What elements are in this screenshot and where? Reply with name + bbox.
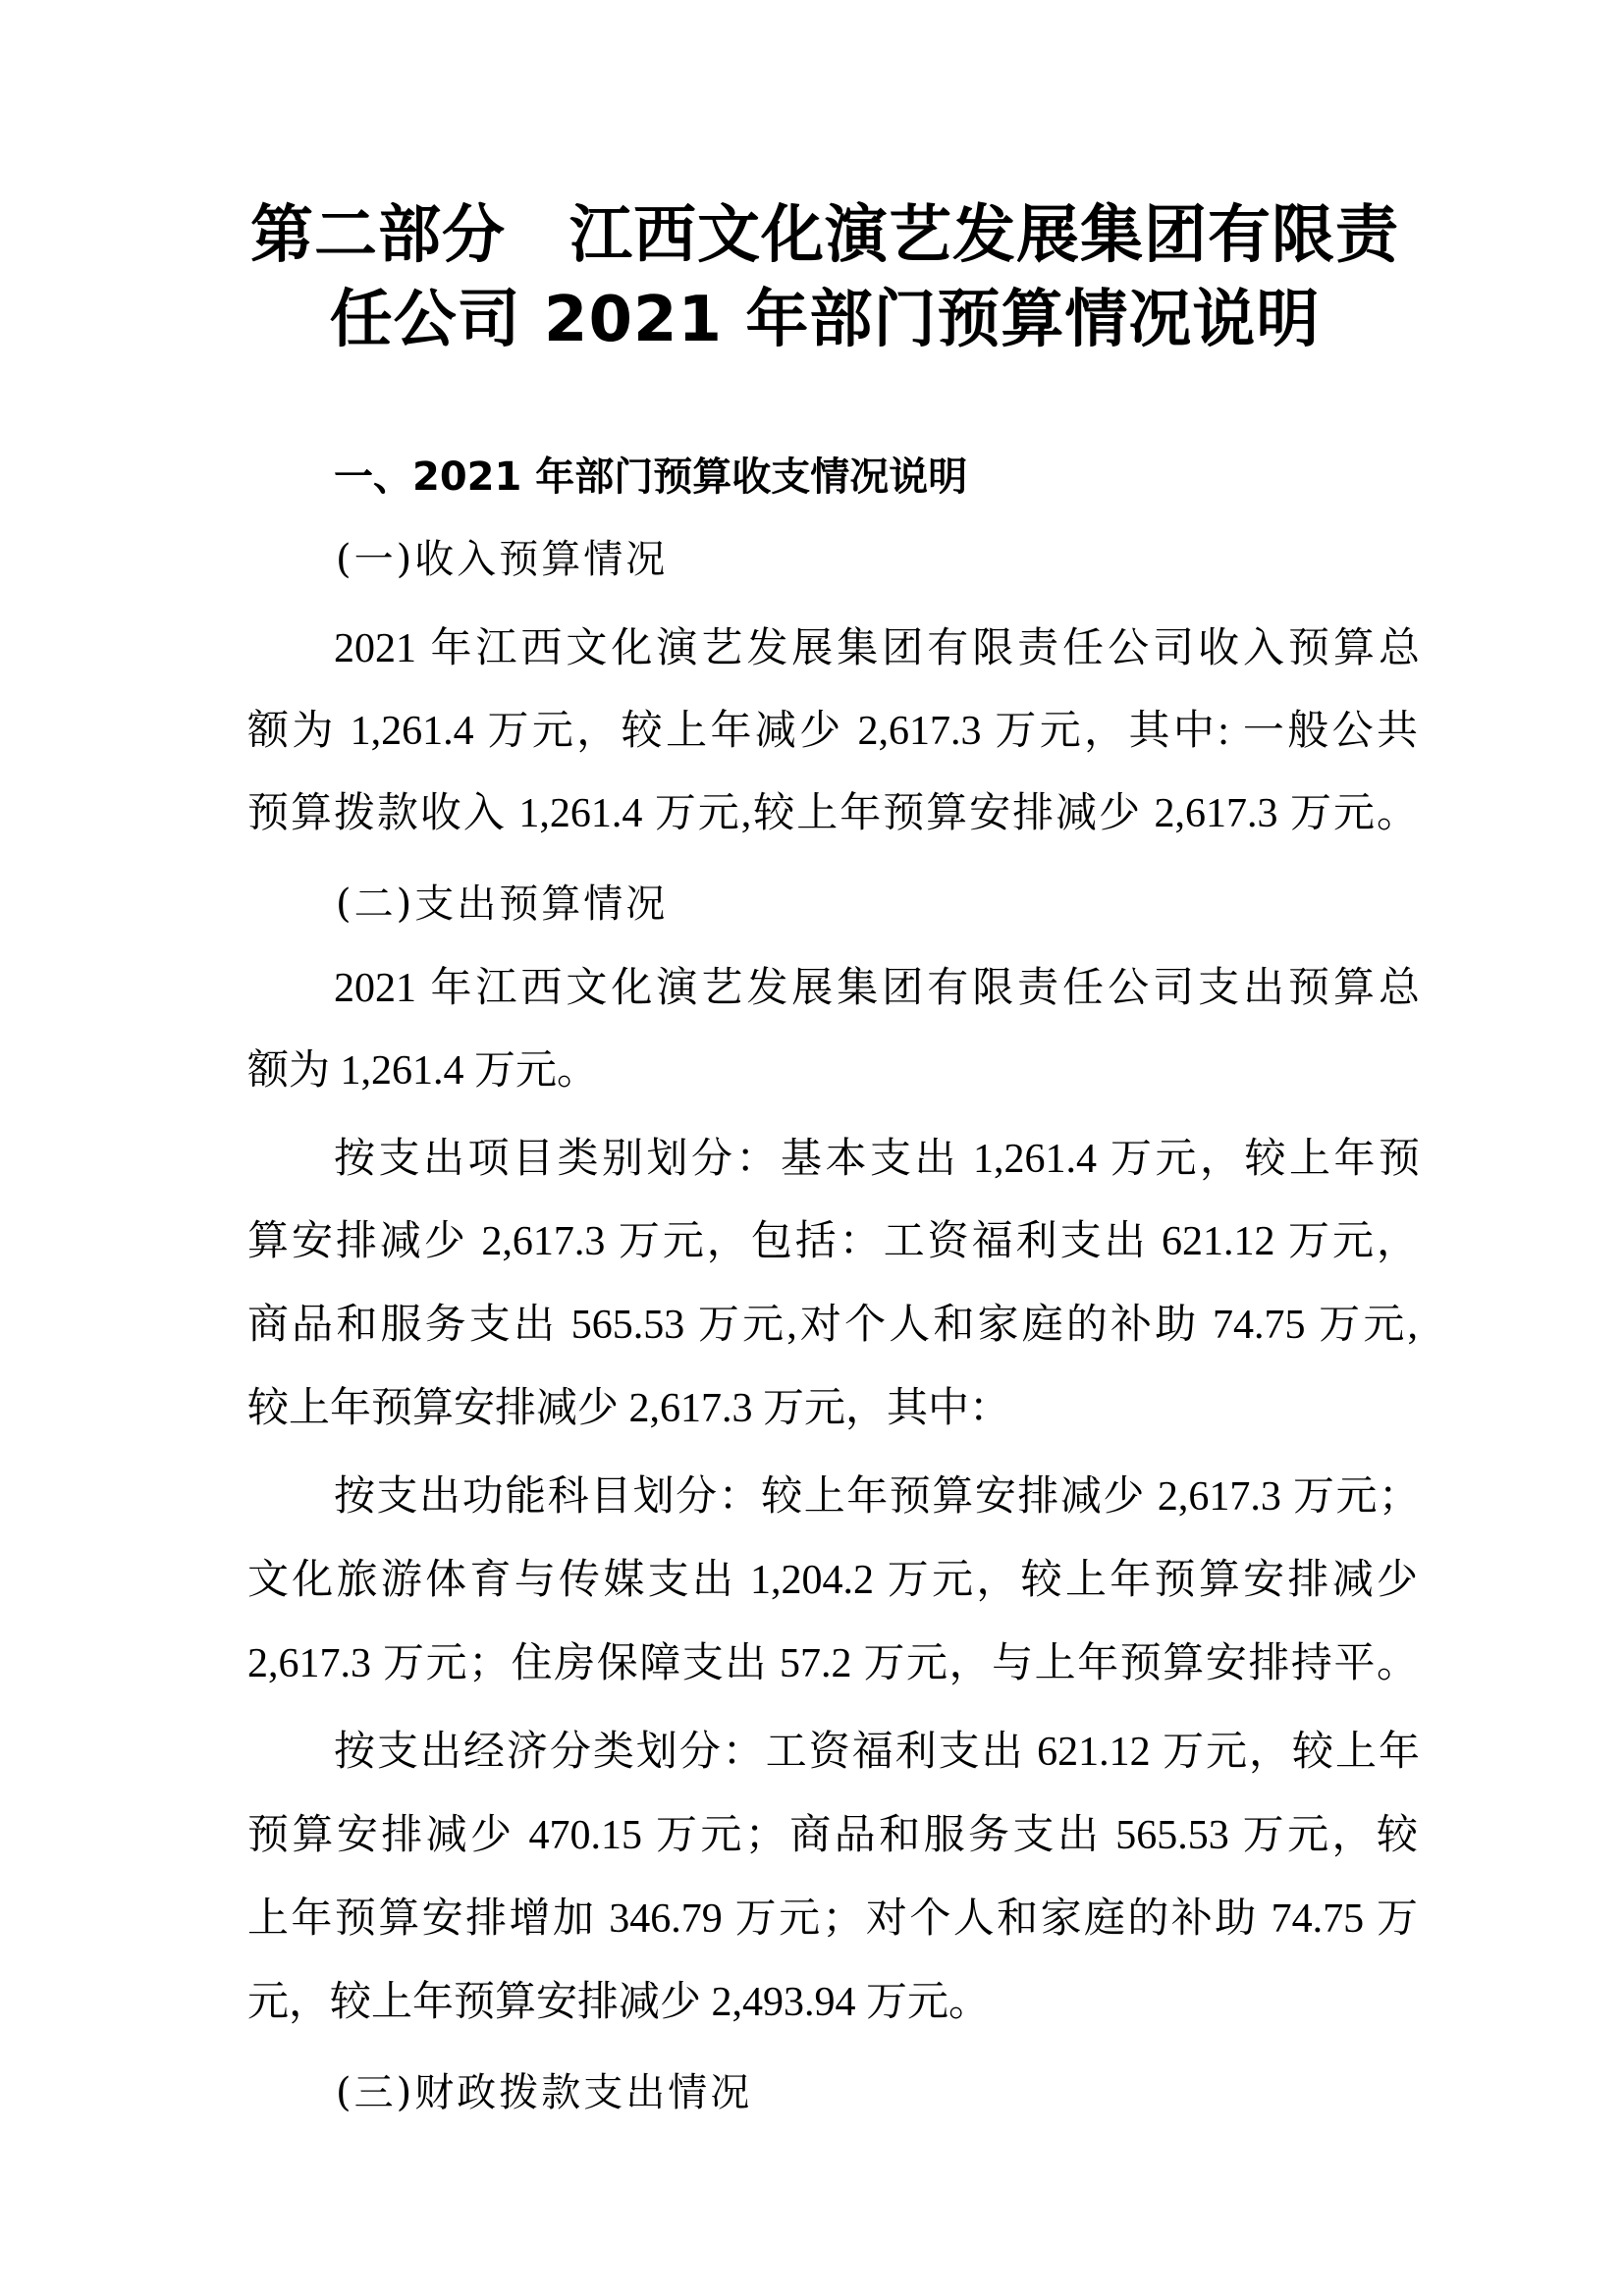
- paragraph-by-economic-line: 上年预算安排增加 346.79 万元；对个人和家庭的补助 74.75 万: [247, 1896, 1418, 1942]
- subheading-income: (一)收入预算情况: [336, 537, 669, 582]
- document-title-line-1: 第二部分 江西文化演艺发展集团有限责: [250, 199, 1399, 272]
- paragraph-expenditure-line: 2021 年江西文化演艺发展集团有限责任公司支出预算总: [334, 966, 1420, 1011]
- paragraph-by-project-line: 算安排减少 2,617.3 万元，包括：工资福利支出 621.12 万元，: [247, 1219, 1418, 1264]
- paragraph-by-function-line: 2,617.3 万元；住房保障支出 57.2 万元，与上年预算安排持平。: [247, 1641, 1418, 1686]
- paragraph-by-project-line: 商品和服务支出 565.53 万元,对个人和家庭的补助 74.75 万元,: [247, 1303, 1418, 1348]
- paragraph-by-economic-line: 按支出经济分类划分：工资福利支出 621.12 万元，较上年: [334, 1730, 1420, 1775]
- paragraph-by-economic-line: 预算安排减少 470.15 万元；商品和服务支出 565.53 万元，较: [247, 1813, 1418, 1858]
- paragraph-income-line: 2021 年江西文化演艺发展集团有限责任公司收入预算总: [334, 626, 1420, 671]
- paragraph-income-line: 额为 1,261.4 万元，较上年减少 2,617.3 万元，其中: 一般公共: [247, 709, 1418, 754]
- paragraph-by-project-line: 较上年预算安排减少 2,617.3 万元，其中：: [247, 1386, 1011, 1431]
- document-title-line-2: 任公司 2021 年部门预算情况说明: [329, 284, 1321, 356]
- paragraph-by-function-line: 文化旅游体育与传媒支出 1,204.2 万元，较上年预算安排减少: [247, 1558, 1418, 1603]
- paragraph-expenditure-line: 额为 1,261.4 万元。: [247, 1048, 599, 1094]
- paragraph-by-economic-line: 元，较上年预算安排减少 2,493.94 万元。: [247, 1980, 991, 2025]
- subheading-fiscal-appropriation: (三)财政拨款支出情况: [336, 2070, 753, 2115]
- paragraph-by-function-line: 按支出功能科目划分：较上年预算安排减少 2,617.3 万元；: [334, 1474, 1420, 1520]
- subheading-expenditure: (二)支出预算情况: [336, 881, 669, 927]
- section-heading-1: 一、2021 年部门预算收支情况说明: [334, 454, 968, 500]
- paragraph-income-line: 预算拨款收入 1,261.4 万元,较上年预算安排减少 2,617.3 万元。: [247, 791, 1418, 836]
- paragraph-by-project-line: 按支出项目类别划分：基本支出 1,261.4 万元，较上年预: [334, 1137, 1420, 1182]
